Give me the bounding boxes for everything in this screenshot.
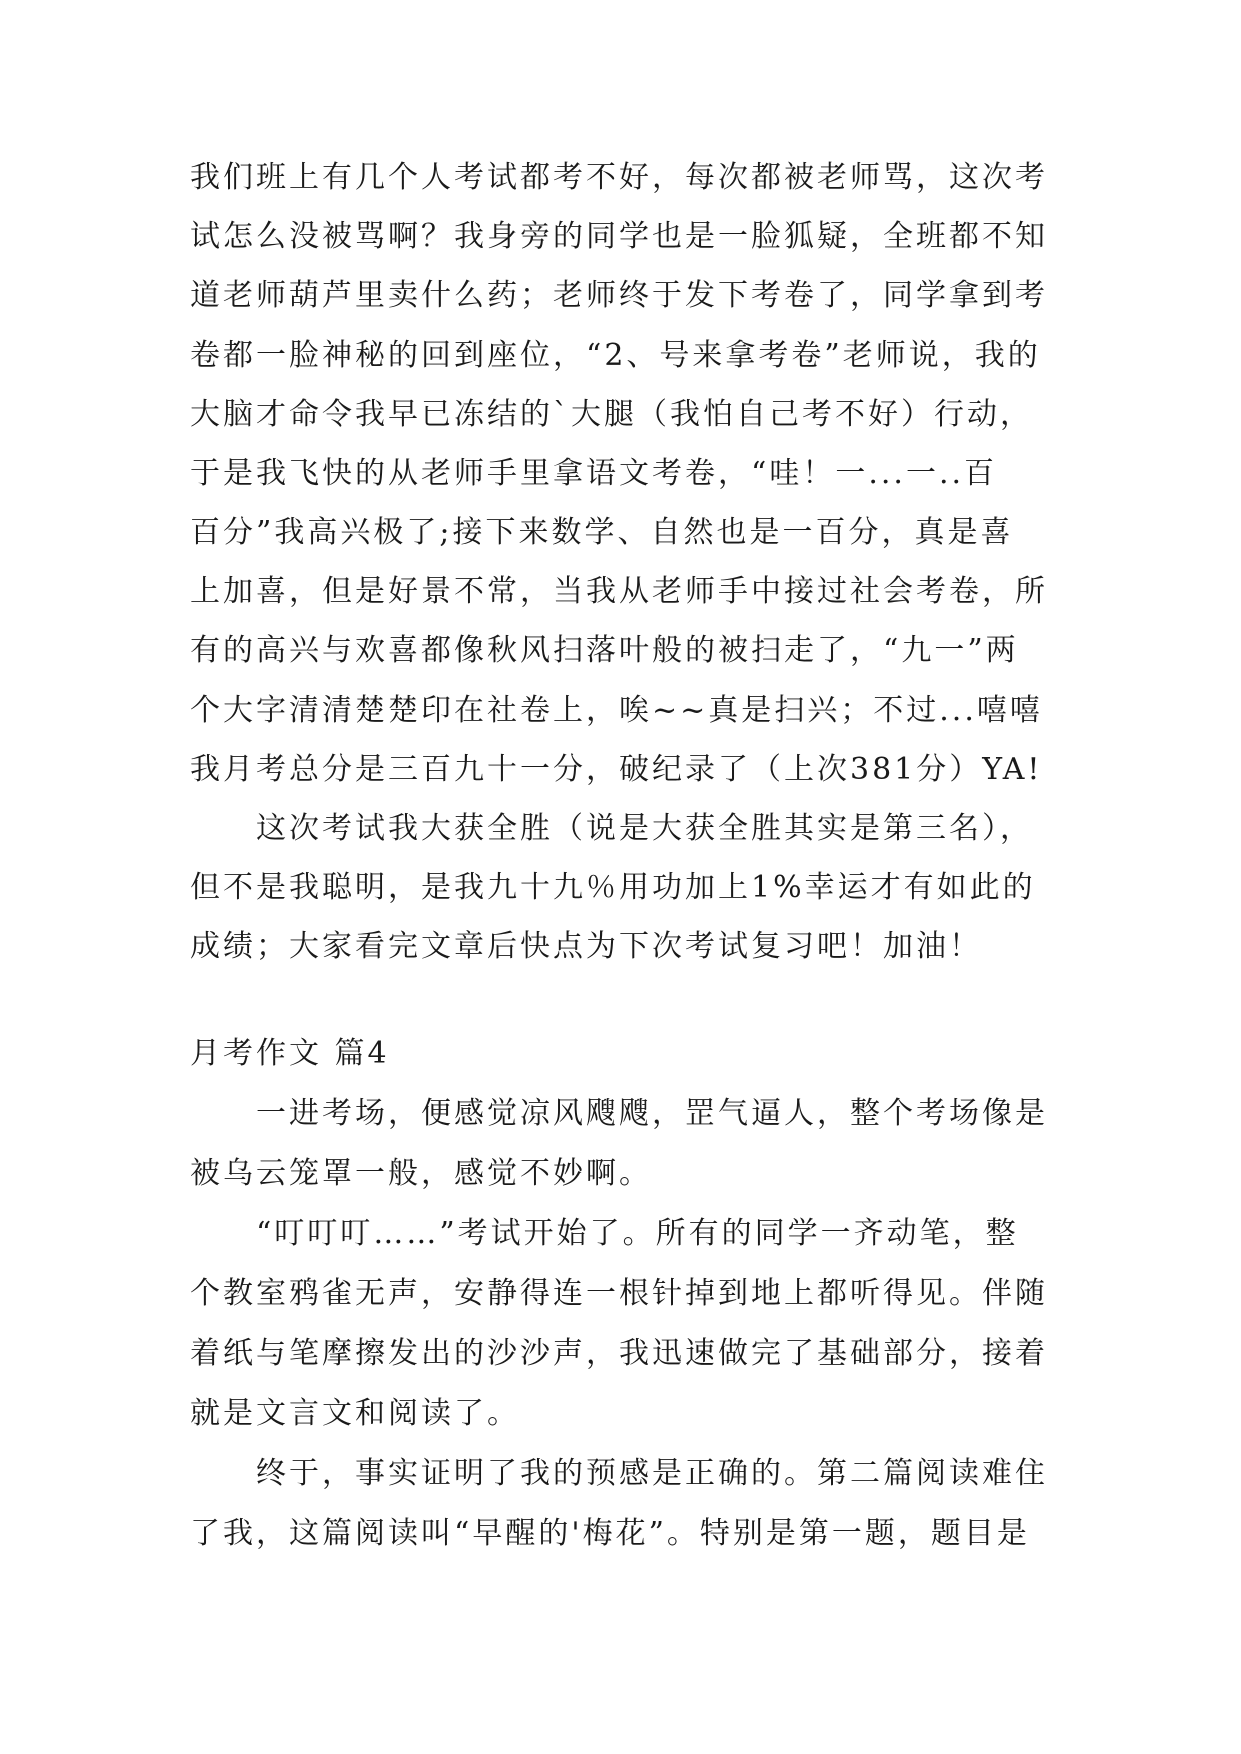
text-line: 一进考场，便感觉凉风飕飕，罡气逼人，整个考场像是 <box>256 1096 1048 1131</box>
text-line: 试怎么没被骂啊？我身旁的同学也是一脸狐疑，全班都不知 <box>190 219 1048 254</box>
text-line: 着纸与笔摩擦发出的沙沙声，我迅速做完了基础部分，接着 <box>190 1336 1048 1371</box>
text-line: 卷都一脸神秘的回到座位，“2、号来拿考卷”老师说，我的 <box>190 338 1041 373</box>
text-line: 被乌云笼罩一般，感觉不妙啊。 <box>190 1156 652 1191</box>
text-line: 道老师葫芦里卖什么药；老师终于发下考卷了，同学拿到考 <box>190 278 1048 313</box>
text-line: 个教室鸦雀无声，安静得连一根针掉到地上都听得见。伴随 <box>190 1276 1048 1311</box>
text-line: 但不是我聪明，是我九十九％用功加上1%幸运才有如此的 <box>190 870 1036 905</box>
text-line: 大脑才命令我早已冻结的`大腿（我怕自己考不好）行动， <box>190 397 1033 432</box>
text-line: “叮叮叮……”考试开始了。所有的同学一齐动笔，整 <box>256 1216 1019 1251</box>
text-line: 有的高兴与欢喜都像秋风扫落叶般的被扫走了，“九一”两 <box>190 633 1019 668</box>
text-line: 百分”我高兴极了;接下来数学、自然也是一百分，真是喜 <box>190 515 1014 550</box>
text-line: 了我，这篇阅读叫“早醒的'梅花”。特别是第一题，题目是 <box>190 1516 1030 1551</box>
text-line: 我们班上有几个人考试都考不好，每次都被老师骂，这次考 <box>190 160 1048 195</box>
text-line: 我月考总分是三百九十一分，破纪录了（上次381分）YA! <box>190 752 1043 787</box>
text-line: 成绩；大家看完文章后快点为下次考试复习吧！加油！ <box>190 929 982 964</box>
text-line: 上加喜，但是好景不常，当我从老师手中接过社会考卷，所 <box>190 574 1048 609</box>
text-line: 终于，事实证明了我的预感是正确的。第二篇阅读难住 <box>256 1456 1048 1491</box>
text-line: 就是文言文和阅读了。 <box>190 1396 520 1431</box>
section-heading: 月考作文 篇4 <box>190 1036 390 1071</box>
text-line: 个大字清清楚楚印在社卷上，唉~~真是扫兴；不过...嘻嘻 <box>190 693 1043 728</box>
text-line: 于是我飞快的从老师手里拿语文考卷，“哇！一...一..百 <box>190 456 998 491</box>
text-line: 这次考试我大获全胜（说是大获全胜其实是第三名）， <box>256 811 1033 846</box>
